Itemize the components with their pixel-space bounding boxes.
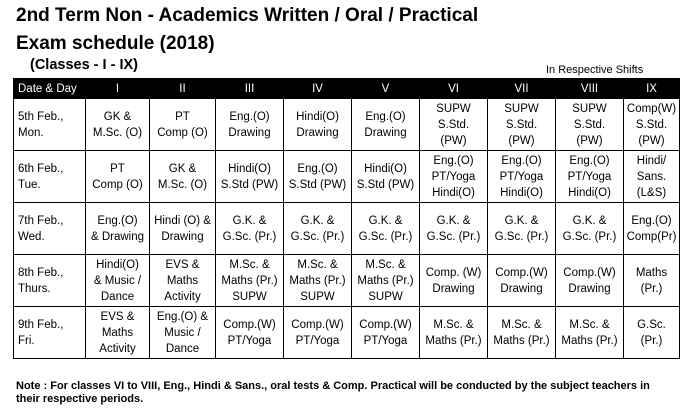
cell-text: G.K. &	[368, 214, 403, 227]
date-text: Wed.	[18, 230, 45, 243]
cell-text: (Pr.)	[640, 334, 663, 347]
schedule-cell	[284, 255, 352, 307]
cell-text: (PW)	[440, 134, 467, 147]
cell-text: SUPW	[436, 102, 471, 115]
cell-text: Music /	[164, 326, 201, 339]
cell-text: Dance	[100, 290, 135, 303]
table-row	[14, 203, 680, 255]
cell-text: Maths (Pr.)	[221, 274, 278, 287]
cell-text: Hindi(O)	[296, 110, 339, 123]
cell-text: SUPW	[504, 102, 539, 115]
cell-text: Drawing	[432, 282, 475, 295]
cell-text: Comp.(W)	[223, 318, 276, 331]
cell-text: PT	[110, 162, 125, 175]
column-header-class: II	[150, 79, 216, 99]
cell-text: Maths (Pr.)	[425, 334, 482, 347]
date-text: Thurs.	[18, 282, 51, 295]
cell-text: S.Std (PW)	[356, 178, 415, 191]
cell-text: Hindi/	[636, 154, 667, 167]
cell-text: PT/Yoga	[295, 334, 340, 347]
date-text: 5th Feb.,	[18, 110, 64, 123]
cell-text: Hindi(O)	[500, 186, 543, 199]
table-row	[14, 307, 680, 359]
schedule-cell	[352, 99, 420, 151]
schedule-cell	[150, 307, 216, 359]
cell-text: Eng.(O)	[569, 154, 610, 167]
cell-text: Activity	[99, 342, 136, 355]
cell-text: M.Sc. &	[569, 318, 610, 331]
cell-text: Maths	[166, 274, 199, 287]
cell-text: Drawing	[500, 282, 543, 295]
cell-text: M.Sc. &	[229, 258, 270, 271]
schedule-cell	[284, 307, 352, 359]
schedule-cell	[150, 151, 216, 203]
cell-text: Comp (O)	[157, 126, 208, 139]
cell-text: G.Sc. (Pr.)	[562, 230, 617, 243]
cell-text: GK &	[168, 162, 197, 175]
cell-text: & Music /	[93, 274, 142, 287]
cell-text: Comp. (W)	[425, 266, 482, 279]
cell-text: Maths	[635, 266, 668, 279]
cell-text: S.Std (PW)	[220, 178, 279, 191]
cell-text: Maths (Pr.)	[289, 274, 346, 287]
schedule-cell	[488, 99, 556, 151]
cell-text: G.K. &	[572, 214, 607, 227]
date-cell	[14, 203, 86, 255]
cell-text: Comp (O)	[92, 178, 143, 191]
cell-text: G.K. &	[436, 214, 471, 227]
cell-text: (L&S)	[636, 186, 667, 199]
cell-text: M.Sc. &	[365, 258, 406, 271]
schedule-cell	[150, 203, 216, 255]
schedule-cell	[420, 151, 488, 203]
cell-text: PT/Yoga	[363, 334, 408, 347]
cell-text: GK &	[103, 110, 132, 123]
cell-text: Eng.(O)	[501, 154, 542, 167]
date-text: 8th Feb.,	[18, 266, 64, 279]
date-text: 9th Feb.,	[18, 318, 64, 331]
cell-text: G.K. &	[300, 214, 335, 227]
cell-text: Hindi(O)	[432, 186, 475, 199]
cell-text: Comp.(W)	[359, 318, 412, 331]
classes-subtitle: (Classes - I - IX)	[30, 57, 138, 73]
cell-text: G.Sc. (Pr.)	[426, 230, 481, 243]
column-header-class: VIII	[556, 79, 624, 99]
cell-text: Activity	[164, 290, 201, 303]
cell-text: (PW)	[576, 134, 603, 147]
cell-text: Sans.	[636, 170, 667, 183]
schedule-cell	[86, 151, 150, 203]
schedule-cell	[352, 151, 420, 203]
cell-text: Maths (Pr.)	[357, 274, 414, 287]
table-header-row	[14, 79, 680, 99]
cell-text: SUPW	[300, 290, 335, 303]
cell-text: Drawing	[228, 126, 271, 139]
cell-text: S.Std.	[437, 118, 470, 131]
cell-text: (Pr.)	[640, 282, 663, 295]
cell-text: PT/Yoga	[567, 170, 612, 183]
cell-text: S.Std (PW)	[288, 178, 347, 191]
schedule-cell	[216, 307, 284, 359]
cell-text: Maths (Pr.)	[493, 334, 550, 347]
cell-text: Comp.(W)	[291, 318, 344, 331]
date-text: Mon.	[18, 126, 44, 139]
table-row	[14, 99, 680, 151]
cell-text: Drawing	[364, 126, 407, 139]
cell-text: Hindi(O)	[96, 258, 139, 271]
date-cell	[14, 307, 86, 359]
cell-text: Drawing	[161, 230, 204, 243]
cell-text: PT/Yoga	[431, 170, 476, 183]
shift-note: In Respective Shifts	[546, 64, 644, 76]
cell-text: Eng.(O)	[631, 214, 672, 227]
cell-text: Comp.(W)	[495, 266, 548, 279]
cell-text: S.Std.	[635, 118, 668, 131]
column-header-class: V	[352, 79, 420, 99]
cell-text: G.Sc. (Pr.)	[358, 230, 413, 243]
cell-text: EVS &	[100, 310, 135, 323]
cell-text: S.Std.	[573, 118, 606, 131]
cell-text: M.Sc. (O)	[157, 178, 208, 191]
column-header-class: I	[86, 79, 150, 99]
cell-text: Drawing	[568, 282, 611, 295]
document-title-line-1: 2nd Term Non - Academics Written / Oral / Practical	[16, 5, 479, 26]
schedule-cell	[420, 203, 488, 255]
schedule-cell	[284, 203, 352, 255]
date-text: 7th Feb.,	[18, 214, 64, 227]
schedule-cell	[352, 255, 420, 307]
cell-text: & Drawing	[90, 230, 145, 243]
schedule-cell	[556, 307, 624, 359]
cell-text: (PW)	[508, 134, 535, 147]
cell-text: EVS &	[165, 258, 200, 271]
cell-text: Hindi (O) &	[154, 214, 211, 227]
date-cell	[14, 99, 86, 151]
schedule-cell	[284, 151, 352, 203]
schedule-cell	[420, 255, 488, 307]
schedule-cell	[86, 255, 150, 307]
cell-text: Hindi(O)	[228, 162, 271, 175]
cell-text: SUPW	[368, 290, 403, 303]
schedule-cell	[624, 255, 680, 307]
table-row	[14, 255, 680, 307]
schedule-cell	[624, 99, 680, 151]
cell-text: Hindi(O)	[364, 162, 407, 175]
schedule-cell	[556, 99, 624, 151]
column-header-class: VII	[488, 79, 556, 99]
schedule-cell	[488, 255, 556, 307]
cell-text: (PW)	[638, 134, 665, 147]
schedule-cell	[420, 307, 488, 359]
cell-text: Eng.(O)	[297, 162, 338, 175]
cell-text: SUPW	[572, 102, 607, 115]
cell-text: Drawing	[296, 126, 339, 139]
cell-text: G.K. &	[232, 214, 267, 227]
cell-text: Eng.(O)	[433, 154, 474, 167]
cell-text: Maths	[101, 326, 134, 339]
cell-text: G.K. &	[504, 214, 539, 227]
schedule-cell	[216, 203, 284, 255]
cell-text: Maths (Pr.)	[561, 334, 618, 347]
cell-text: Comp(W)	[626, 102, 677, 115]
cell-text: PT/Yoga	[499, 170, 544, 183]
cell-text: Comp(Pr)	[626, 230, 677, 243]
date-text: Tue.	[18, 178, 41, 191]
schedule-cell	[216, 255, 284, 307]
cell-text: M.Sc. &	[501, 318, 542, 331]
cell-text: M.Sc. (O)	[92, 126, 143, 139]
schedule-cell	[150, 99, 216, 151]
cell-text: M.Sc. &	[297, 258, 338, 271]
cell-text: Comp.(W)	[563, 266, 616, 279]
schedule-cell	[556, 151, 624, 203]
schedule-cell	[624, 151, 680, 203]
schedule-cell	[284, 99, 352, 151]
exam-schedule-table	[13, 78, 680, 359]
schedule-cell	[488, 307, 556, 359]
cell-text: PT	[175, 110, 190, 123]
column-header-date: Date & Day	[14, 79, 86, 99]
cell-text: S.Std.	[505, 118, 538, 131]
schedule-cell	[624, 203, 680, 255]
cell-text: G.Sc. (Pr.)	[222, 230, 277, 243]
cell-text: M.Sc. &	[433, 318, 474, 331]
cell-text: G.Sc. (Pr.)	[494, 230, 549, 243]
cell-text: Eng.(O)	[97, 214, 138, 227]
table-row	[14, 151, 680, 203]
cell-text: Eng.(O)	[365, 110, 406, 123]
schedule-cell	[352, 307, 420, 359]
document-title-line-2: Exam schedule (2018)	[16, 33, 215, 54]
column-header-class: VI	[420, 79, 488, 99]
cell-text: SUPW	[232, 290, 267, 303]
schedule-cell	[216, 151, 284, 203]
schedule-cell	[86, 99, 150, 151]
column-header-class: IX	[624, 79, 680, 99]
schedule-cell	[556, 255, 624, 307]
schedule-cell	[352, 203, 420, 255]
footnote: Note : For classes VI to VIII, Eng., Hindi & Sans., oral tests & Comp. Practical will be conducted by the subject teachers in their respective periods.	[16, 380, 650, 405]
schedule-cell	[488, 151, 556, 203]
date-text: 6th Feb.,	[18, 162, 64, 175]
schedule-cell	[624, 307, 680, 359]
cell-text: G.Sc. (Pr.)	[290, 230, 345, 243]
cell-text: G.Sc.	[637, 318, 666, 331]
schedule-cell	[216, 99, 284, 151]
date-cell	[14, 151, 86, 203]
date-text: Fri.	[18, 334, 35, 347]
schedule-cell	[488, 203, 556, 255]
column-header-class: III	[216, 79, 284, 99]
cell-text: Dance	[165, 342, 200, 355]
schedule-cell	[150, 255, 216, 307]
date-cell	[14, 255, 86, 307]
cell-text: PT/Yoga	[227, 334, 272, 347]
schedule-cell	[556, 203, 624, 255]
column-header-class: IV	[284, 79, 352, 99]
schedule-cell	[86, 203, 150, 255]
cell-text: Hindi(O)	[568, 186, 611, 199]
cell-text: Eng.(O) &	[156, 310, 209, 323]
cell-text: Eng.(O)	[229, 110, 270, 123]
schedule-cell	[86, 307, 150, 359]
table-body	[14, 99, 680, 359]
schedule-cell	[420, 99, 488, 151]
